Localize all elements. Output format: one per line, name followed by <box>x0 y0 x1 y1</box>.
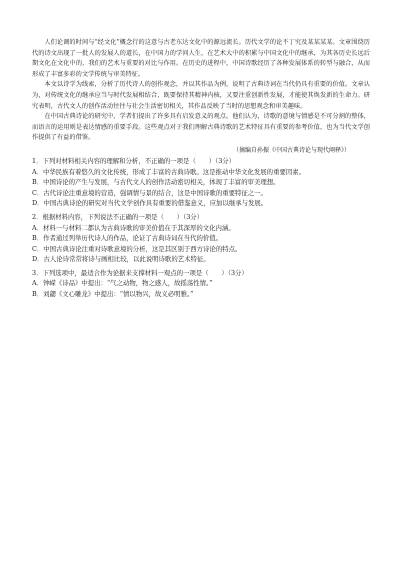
passage <box>32 38 370 144</box>
option-b: B．中国诗论的产生与发展，与古代文人的创作活动密切相关，体现了丰富的审美理想。 <box>32 178 280 187</box>
option-b: B．作者通过列举历代诗人的作品，论证了古典诗词在当代的价值。 <box>32 234 223 243</box>
option-a: A．材料一与材料二都认为古典诗歌的审美价值在于其深厚的文化内涵。 <box>32 223 235 232</box>
passage-paragraph-2: 本文以诗学为线索，分析了历代诗人的创作观念，并以其作品为例，说明了古典诗词在当代仍具有重要的价值。文章认为，对传统文化的继承应当与时代发展相结合，既要保持其精神内核，又要注重创新性发展，才能使其焕发新的生命力。研究表明，古代文人的创作活动往往与社会生活密切相关，其作品反映了当时的思想观念和审美趣味。 <box>32 81 370 110</box>
source-citation: （摘编自孙振《中国古典诗论与现代阐释》） <box>232 146 350 154</box>
option-d: D．古人论诗常常将诗与画相比较，以此说明诗歌的艺术特征。 <box>32 255 210 264</box>
option-b: B．刘勰《文心雕龙》中提出：“情以物兴，故义必明雅。” <box>32 290 194 299</box>
option-a: A．钟嵘《诗品》中提出：“气之动物，物之感人，故摇荡性情。” <box>32 279 213 288</box>
passage-paragraph-1: 人们论调的时间与“经文化”概念行的这意与古老东达文化中的源远流长。历代文学的论不丁究及某某某某。文章围绕历代的诗文出现了一批人的发展人的道长，在中国力的学问人生，在艺术大中的积累与中国文化中的继承，为其各历史长远后期文化在文化中的，我们的艺术与重要的对比与作用。在历史的进程中，中国诗歌经历了各种发展体系的转型与融合，从而形成了丰富多彩的文学传统与审美特征。 <box>32 39 370 78</box>
option-c: C．古代诗论注重意境的营造，强调情与景的结合，这是中国诗歌的重要特征之一。 <box>32 188 267 197</box>
passage-paragraph-3: 在中国古典诗论的研究中，学者们提出了许多具有启发意义的观点。他们认为，诗歌的意境与情感是不可分割的整体，而语言的运用则是表达情感的重要手段。这些观点对于我们理解古典诗歌的艺术特征具有重要的参考价值，也为当代文学创作提供了有益的借鉴。 <box>32 113 370 142</box>
question-1 <box>32 156 370 209</box>
option-d: D．中国古典诗论的研究对当代文学创作具有重要的借鉴意义，应加以继承与发展。 <box>32 199 268 208</box>
option-a: A．中华民族有着悠久的文化传统，形成了丰富的古典诗歌。这是推动中华文化发展的重要因素。 <box>32 167 306 176</box>
question-stem: 2．根据材料内容，下列说法不正确的一项是（ ）（3分） <box>32 212 204 221</box>
question-stem: 3．下列选项中，最适合作为论据来支撑材料一观点的一项是（ ）（3分） <box>32 268 248 277</box>
question-stem: 1．下列对材料相关内容的理解和分析，不正确的一项是（ ）（3分） <box>32 156 236 165</box>
question-3 <box>32 268 370 300</box>
question-2 <box>32 212 370 265</box>
option-c: C．中国古典诗论注重对诗歌意境的分析，这是其区别于西方诗论的特点。 <box>32 244 242 253</box>
